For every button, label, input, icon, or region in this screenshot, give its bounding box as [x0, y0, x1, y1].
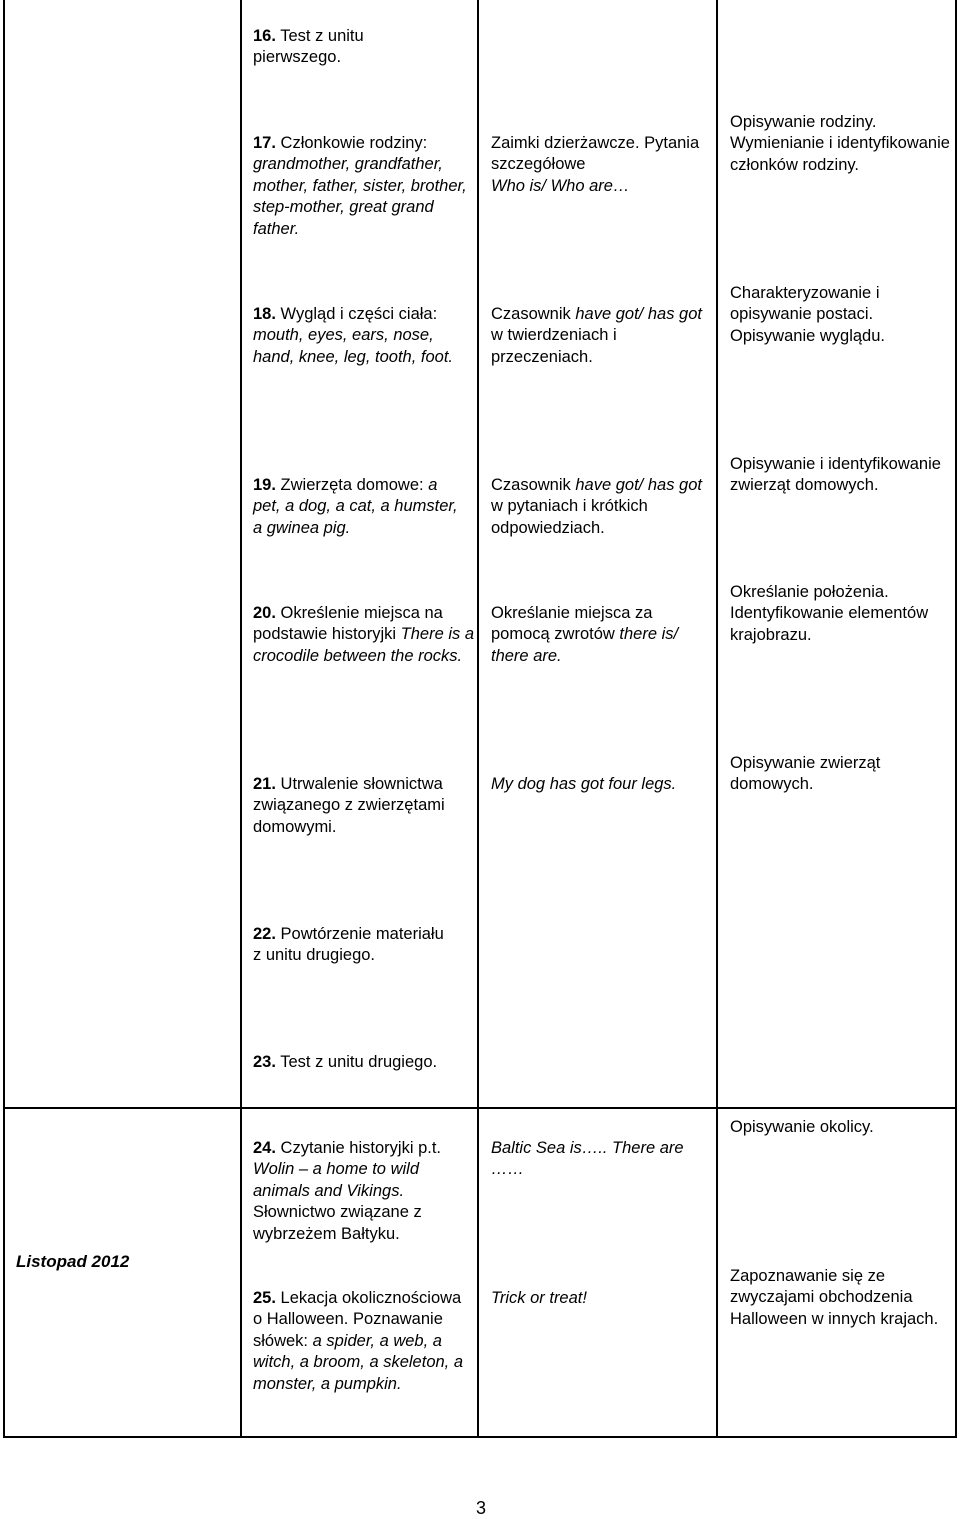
skills-25 — [730, 1266, 950, 1330]
lesson-vocabulary: grandmother, grandfather, mother, father, sister, brother, step-mother, great grand father. — [253, 155, 467, 238]
lesson-text: Test z unitu pierwszego. — [253, 27, 364, 67]
lesson-vocabulary: There is a crocodile between the rocks. — [253, 625, 475, 665]
grammar-example: have got/ has got — [575, 305, 702, 323]
lesson-text: Członkowie rodziny: — [280, 134, 428, 152]
grammar-text-2: w pytaniach i krótkich odpowiedziach. — [491, 497, 648, 537]
skills-text: Opisywanie okolicy. — [730, 1118, 874, 1136]
lesson-text: Utrwalenie słownictwa związanego z zwierzętami domowymi. — [253, 775, 445, 836]
grammar-example: Baltic Sea is….. There are …… — [491, 1139, 684, 1179]
grammar-text: Czasownik — [491, 305, 571, 323]
grammar-18 — [491, 304, 706, 368]
month-label: Listopad 2012 — [16, 1252, 130, 1271]
lesson-number: 22. — [253, 925, 276, 943]
lesson-21 — [253, 774, 478, 838]
table-border-right — [955, 0, 957, 1438]
grammar-24 — [491, 1138, 696, 1181]
lesson-number: 21. — [253, 775, 276, 793]
lesson-25 — [253, 1288, 468, 1395]
lesson-text: Powtórzenie materiału z unitu drugiego. — [253, 925, 444, 965]
lesson-20 — [253, 603, 478, 667]
lesson-17 — [253, 133, 468, 240]
grammar-example: Trick or treat! — [491, 1289, 587, 1307]
skills-text: Charakteryzowanie i opisywanie postaci. Opisywanie wyglądu. — [730, 284, 885, 345]
skills-text: Określanie położenia. Identyfikowanie elementów krajobrazu. — [730, 583, 929, 644]
lesson-text: Lekacja okolicznościowa o Halloween. Poznawanie słówek: — [253, 1289, 462, 1350]
grammar-20 — [491, 603, 711, 667]
grammar-17 — [491, 133, 706, 197]
lesson-text: Czytanie historyjki p.t. — [280, 1139, 442, 1157]
lesson-text: Określenie miejsca na podstawie historyjki — [253, 604, 443, 644]
table-border-left — [3, 0, 5, 1438]
lesson-16 — [253, 26, 453, 69]
lesson-text: Test z unitu drugiego. — [280, 1053, 438, 1071]
skills-18 — [730, 283, 950, 347]
lesson-number: 16. — [253, 27, 276, 45]
skills-text: Opisywanie zwierząt domowych. — [730, 754, 881, 794]
grammar-25 — [491, 1288, 711, 1309]
lesson-vocabulary: a pet, a dog, a cat, a humster, a gwinea pig. — [253, 476, 458, 537]
lesson-23 — [253, 1052, 478, 1073]
skills-20 — [730, 582, 950, 646]
skills-text: Opisywanie rodziny. Wymienianie i identyfikowanie członków rodziny. — [730, 113, 950, 174]
lesson-vocabulary: mouth, eyes, ears, nose, hand, knee, leg, tooth, foot. — [253, 326, 453, 366]
skills-text: Zapoznawanie się ze zwyczajami obchodzenia Halloween w innych krajach. — [730, 1267, 939, 1328]
page-number: 3 — [476, 1498, 487, 1518]
lesson-number: 24. — [253, 1139, 276, 1157]
lesson-number: 19. — [253, 476, 276, 494]
skills-text: Opisywanie i identyfikowanie zwierząt domowych. — [730, 455, 941, 495]
lesson-24 — [253, 1138, 475, 1245]
grammar-text-2: w twierdzeniach i przeczeniach. — [491, 326, 617, 366]
table-border-bottom — [3, 1436, 957, 1438]
table-row-divider — [3, 1107, 957, 1109]
lesson-vocabulary: Wolin – a home to wild animals and Vikings. — [253, 1160, 419, 1200]
grammar-21 — [491, 774, 716, 795]
lesson-number: 20. — [253, 604, 276, 622]
grammar-text: Czasownik — [491, 476, 571, 494]
lesson-number: 18. — [253, 305, 276, 323]
grammar-example: there is/ there are. — [491, 625, 679, 665]
lesson-18 — [253, 304, 468, 368]
table-divider-2 — [477, 0, 479, 1438]
lesson-text: Zwierzęta domowe: — [280, 476, 424, 494]
skills-21 — [730, 753, 950, 796]
grammar-text: Określanie miejsca za pomocą zwrotów — [491, 604, 653, 644]
lesson-text-2: Słownictwo związane z wybrzeżem Bałtyku. — [253, 1203, 422, 1243]
lesson-vocabulary: a spider, a web, a witch, a broom, a skeleton, a monster, a pumpkin. — [253, 1331, 464, 1393]
skills-17 — [730, 112, 950, 176]
grammar-example: My dog has got four legs. — [491, 775, 677, 793]
lesson-number: 23. — [253, 1053, 276, 1071]
lesson-text: Wygląd i części ciała: — [280, 305, 438, 323]
grammar-text: Zaimki dzierżawcze. Pytania szczegółowe — [491, 134, 700, 174]
lesson-number: 17. — [253, 134, 276, 152]
lesson-number: 25. — [253, 1289, 276, 1307]
skills-19 — [730, 454, 945, 497]
grammar-19 — [491, 475, 706, 539]
grammar-example: have got/ has got — [575, 476, 702, 494]
table-divider-3 — [716, 0, 718, 1438]
lesson-22 — [253, 924, 453, 967]
table-divider-1 — [240, 0, 242, 1438]
skills-24 — [730, 1117, 950, 1138]
grammar-example: Who is/ Who are… — [491, 176, 630, 195]
lesson-19 — [253, 475, 468, 539]
